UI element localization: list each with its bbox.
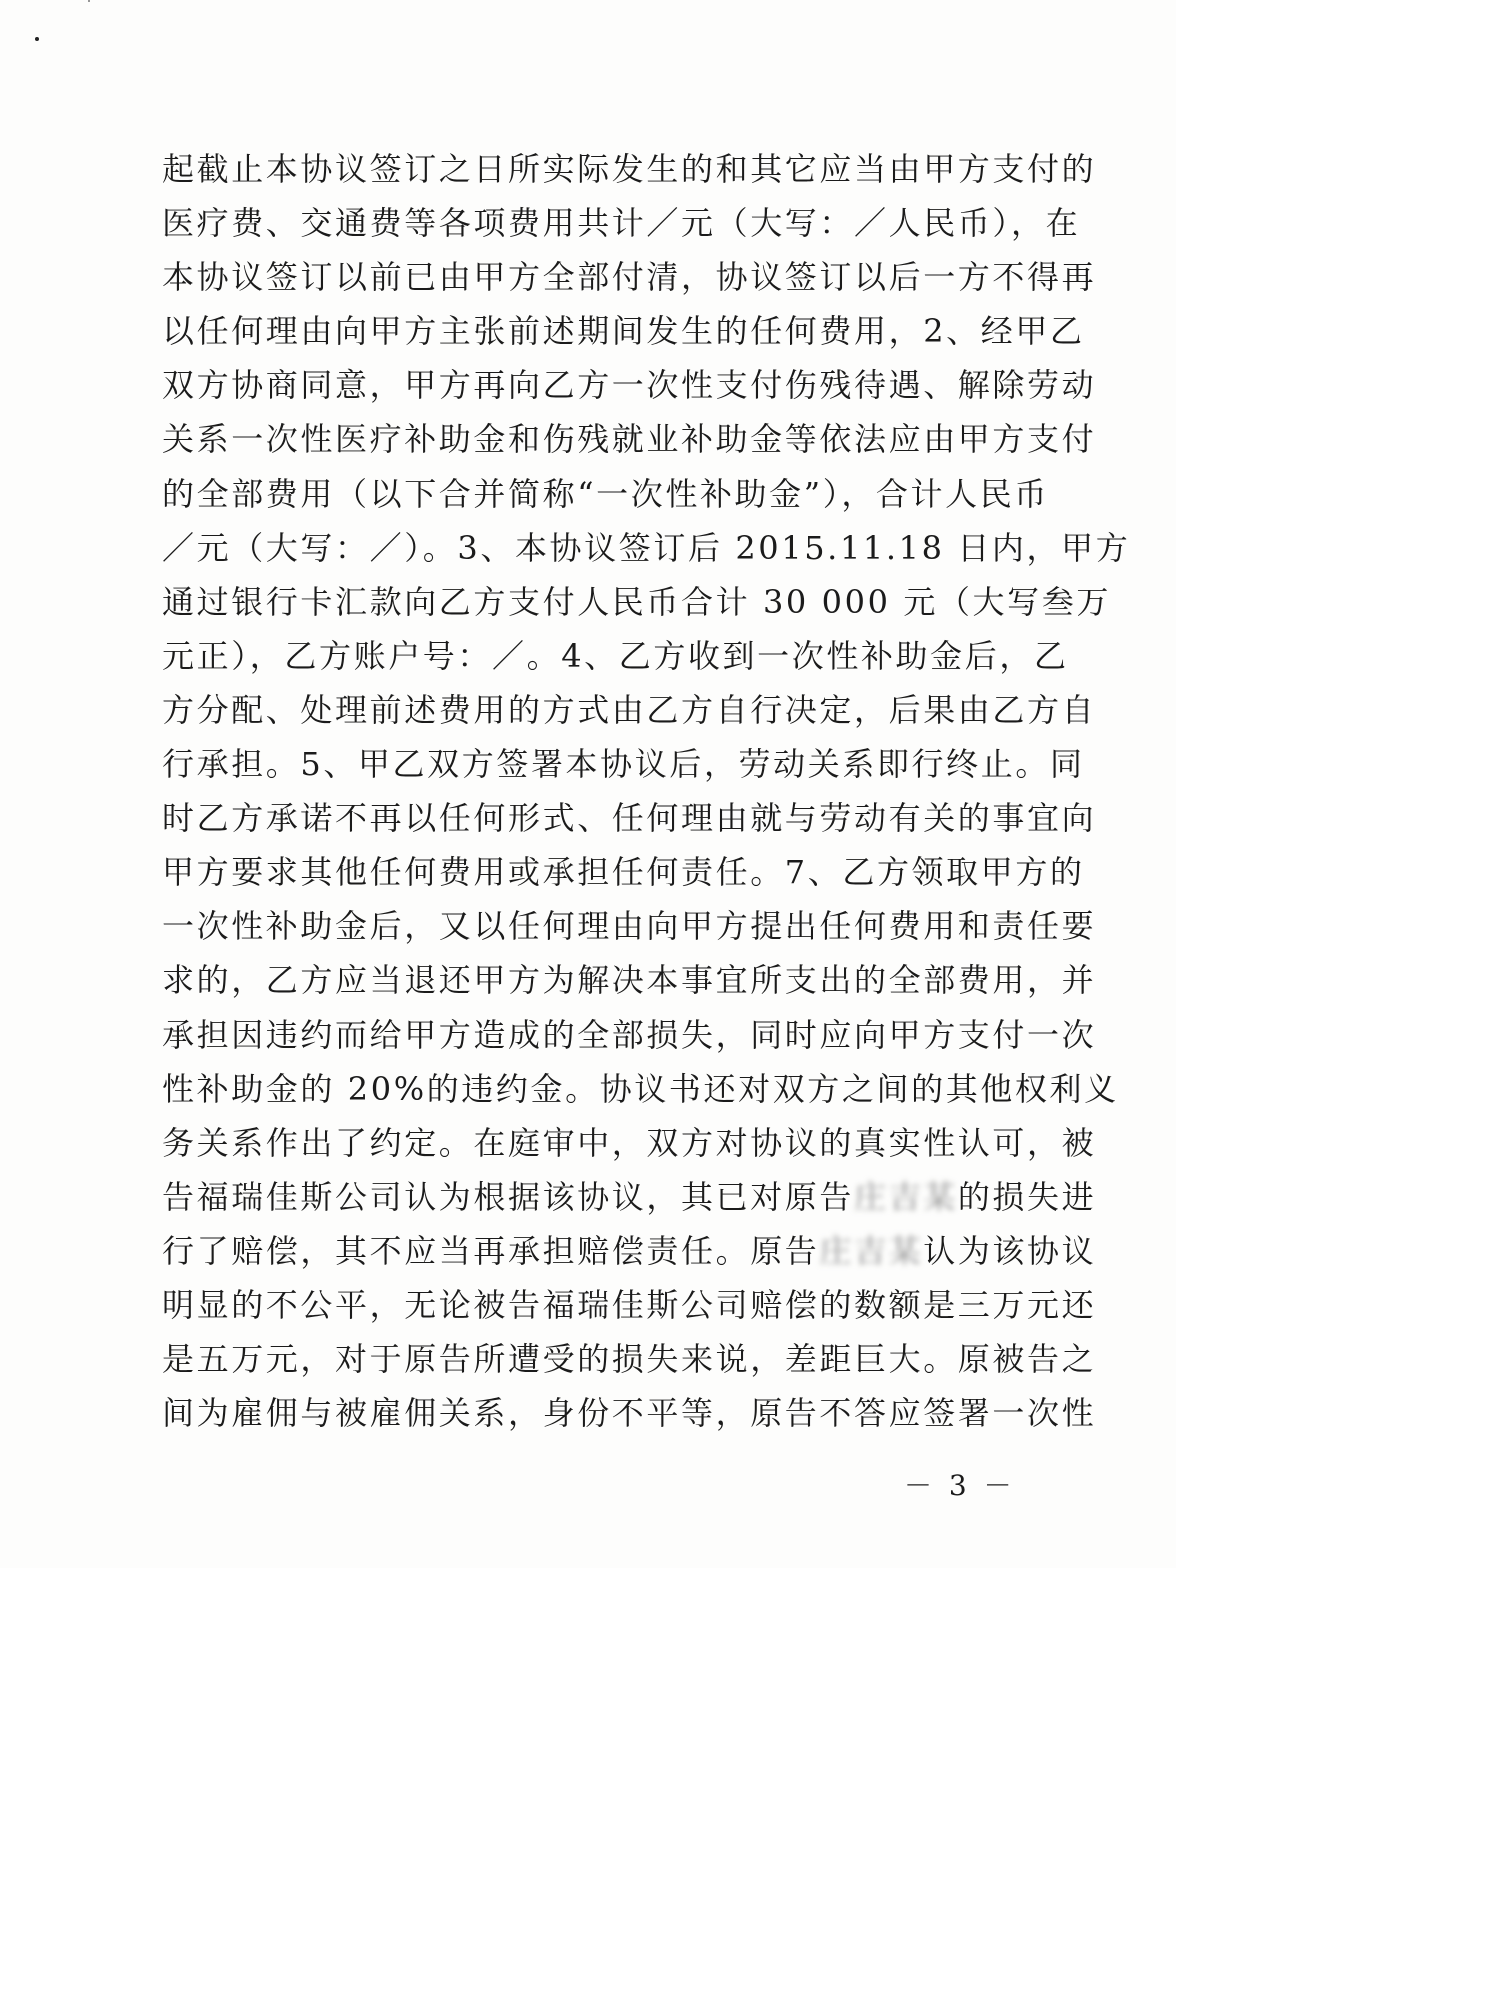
text-line: 求的，乙方应当退还甲方为解决本事宜所支出的全部费用，并 bbox=[162, 961, 1097, 1000]
text-line: 关系一次性医疗补助金和伤残就业补助金等依法应由甲方支付 bbox=[162, 420, 1097, 459]
text-segment: 告福瑞佳斯公司认为根据该协议，其已对原告 bbox=[162, 1177, 855, 1216]
text-line: 务关系作出了约定。在庭审中，双方对协议的真实性认可，被 bbox=[162, 1123, 1097, 1162]
text-line: 本协议签订以前已由甲方全部付清，协议签订以后一方不得再 bbox=[162, 258, 1097, 297]
text-line: 通过银行卡汇款向乙方支付人民币合计 30 000 元（大写叁万 bbox=[162, 582, 1111, 621]
text-line: 以任何理由向甲方主张前述期间发生的任何费用，2、经甲乙 bbox=[162, 312, 1085, 351]
text-line: 行承担。5、甲乙双方签署本协议后，劳动关系即行终止。同 bbox=[162, 745, 1085, 784]
text-line: 起截止本协议签订之日所实际发生的和其它应当由甲方支付的 bbox=[162, 150, 1097, 188]
text-line: 的全部费用（以下合并简称“一次性补助金”），合计人民币 bbox=[162, 474, 1049, 513]
text-line: 时乙方承诺不再以任何形式、任何理由就与劳动有关的事宜向 bbox=[162, 799, 1097, 838]
text-line: 一次性补助金后，又以任何理由向甲方提出任何费用和责任要 bbox=[162, 907, 1097, 946]
text-line: 承担因违约而给甲方造成的全部损失，同时应向甲方支付一次 bbox=[162, 1015, 1097, 1054]
text-line: 甲方要求其他任何费用或承担任何责任。7、乙方领取甲方的 bbox=[162, 853, 1085, 892]
body-text bbox=[162, 142, 1131, 1440]
text-line bbox=[162, 1224, 1097, 1278]
text-segment: 认为该协议 bbox=[923, 1231, 1097, 1270]
text-line: 性补助金的 20%的违约金。协议书还对双方之间的其他权利义 bbox=[162, 1069, 1119, 1108]
redacted-name: 庄吉某 bbox=[854, 1177, 958, 1216]
text-line: 元正），乙方账户号：／。4、乙方收到一次性补助金后，乙 bbox=[162, 636, 1069, 675]
text-line: 是五万元，对于原告所遭受的损失来说，差距巨大。原被告之 bbox=[162, 1340, 1097, 1379]
redacted-name: 庄吉某 bbox=[819, 1231, 924, 1270]
text-segment: 的损失进 bbox=[957, 1177, 1097, 1216]
text-line: 明显的不公平，无论被告福瑞佳斯公司赔偿的数额是三万元还 bbox=[162, 1285, 1097, 1324]
scan-speck bbox=[35, 37, 39, 41]
text-line: 方分配、处理前述费用的方式由乙方自行决定，后果由乙方自 bbox=[162, 690, 1097, 729]
text-line: 间为雇佣与被雇佣关系，身份不平等，原告不答应签署一次性 bbox=[162, 1394, 1097, 1433]
text-line bbox=[162, 1170, 1097, 1224]
text-line: 双方协商同意，甲方再向乙方一次性支付伤残待遇、解除劳动 bbox=[162, 366, 1097, 405]
text-line: ／元（大写：／）。3、本协议签订后 2015.11.18 日内，甲方 bbox=[162, 528, 1131, 567]
text-line: 医疗费、交通费等各项费用共计／元（大写：／人民币），在 bbox=[162, 204, 1081, 243]
scan-speck bbox=[88, 0, 90, 2]
page-number: － 3 － bbox=[904, 1469, 1016, 1502]
text-segment: 行了赔偿，其不应当再承担赔偿责任。原告 bbox=[162, 1231, 820, 1270]
